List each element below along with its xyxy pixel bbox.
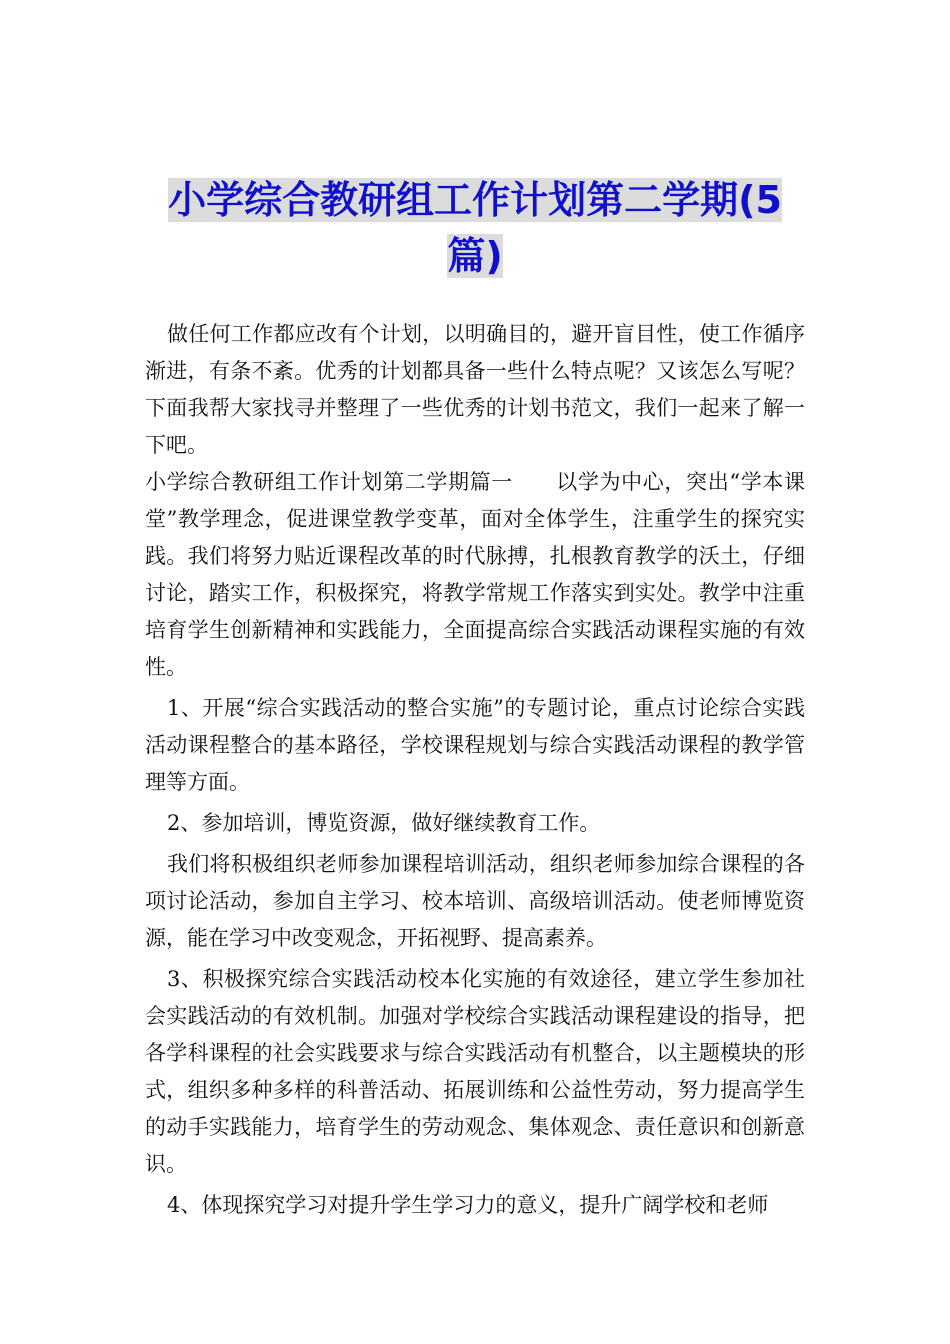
document-body [145,316,805,1224]
intro-paragraph: 做任何工作都应改有个计划，以明确目的，避开盲目性，使工作循序渐进，有条不紊。优秀的计划都具备一些什么特点呢？又该怎么写呢？下面我帮大家找寻并整理了一些优秀的计划书范文，我们一起来了解一下吧。 [145,322,805,457]
item-4-paragraph: 4、体现探究学习对提升学生学习力的意义，提升广阔学校和老师 [167,1193,769,1217]
title-line-1: 小学综合教研组工作计划第二学期(5 [168,178,782,222]
section-one-paragraph: 小学综合教研组工作计划第二学期篇一 以学为中心，突出“学本课堂”教学理念，促进课堂教学变革，面对全体学生，注重学生的探究实践。我们将努力贴近课程改革的时代脉搏，扎根教育教学的沃土，仔细讨论，踏实工作，积极探究，将教学常规工作落实到实处。教学中注重培育学生创新精神和实践能力，全面提高综合实践活动课程实施的有效性。 [145,470,805,679]
item-2-paragraph: 2、参加培训，博览资源，做好继续教育工作。 [167,811,601,835]
item-2-detail-paragraph: 我们将积极组织老师参加课程培训活动，组织老师参加综合课程的各项讨论活动，参加自主学习、校本培训、高级培训活动。使老师博览资源，能在学习中改变观念，开拓视野、提高素养。 [145,852,805,950]
item-3-paragraph: 3、积极探究综合实践活动校本化实施的有效途径，建立学生参加社会实践活动的有效机制。加强对学校综合实践活动课程建设的指导，把各学科课程的社会实践要求与综合实践活动有机整合，以主题模块的形式，组织多种多样的科普活动、拓展训练和公益性劳动，努力提高学生的动手实践能力，培育学生的劳动观念、集体观念、责任意识和创新意识。 [145,967,805,1176]
item-1-paragraph: 1、开展“综合实践活动的整合实施”的专题讨论，重点讨论综合实践活动课程整合的基本路径，学校课程规划与综合实践活动课程的教学管理等方面。 [145,696,805,794]
document-title [145,172,805,284]
title-line-2: 篇) [447,234,503,278]
